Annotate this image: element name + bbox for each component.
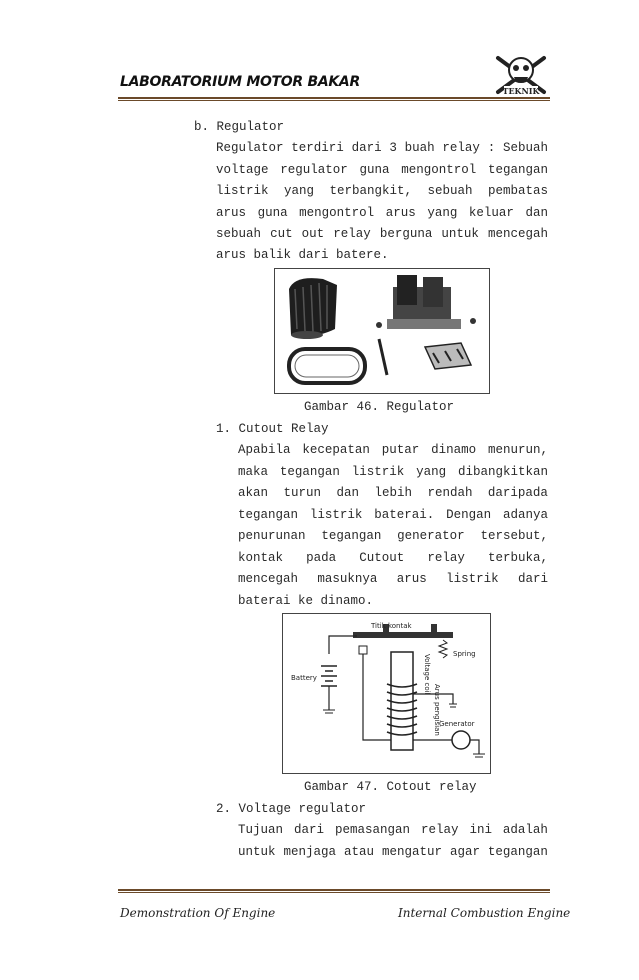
word: akan xyxy=(238,486,269,500)
svg-text:TEKNIK: TEKNIK xyxy=(502,86,540,96)
footer-rule xyxy=(118,889,550,891)
word: tegangan xyxy=(487,844,548,859)
teknik-logo xyxy=(494,52,548,98)
word: pembatas xyxy=(487,184,548,198)
paragraph-line xyxy=(216,227,548,241)
word: dinamo xyxy=(431,443,477,457)
word: mengontrol xyxy=(401,162,477,177)
word: listrik xyxy=(446,572,499,586)
word: : xyxy=(487,141,496,155)
word: arus xyxy=(216,205,247,220)
header-title: LABORATORIUM MOTOR BAKAR xyxy=(120,74,360,90)
paragraph-line xyxy=(238,508,548,522)
word: arus xyxy=(385,205,416,220)
word: mengontrol xyxy=(299,205,375,220)
word: Regulator xyxy=(216,141,284,155)
word: daripada xyxy=(487,486,548,500)
paragraph-line xyxy=(238,486,548,500)
paragraph-line xyxy=(238,572,548,586)
word: ini xyxy=(469,823,492,837)
word: turun xyxy=(283,486,321,500)
word: terdiri xyxy=(291,141,344,155)
word: dibangkitkan xyxy=(457,464,548,479)
word: listrik xyxy=(309,507,363,522)
paragraph-line xyxy=(238,443,548,457)
paragraph-line xyxy=(238,823,548,837)
word: dari xyxy=(517,572,548,586)
word: terbuka, xyxy=(487,550,548,565)
word: tegangan xyxy=(321,529,382,543)
word: relay xyxy=(420,823,459,837)
regulator-photo xyxy=(275,269,489,393)
word: mengatur xyxy=(381,844,442,859)
cutout-relay-diagram xyxy=(283,614,490,773)
word: pada xyxy=(306,550,337,565)
word: keluar xyxy=(468,205,514,220)
item-1-heading: 1. Cutout Relay xyxy=(216,422,329,436)
svg-text:Battery: Battery xyxy=(291,674,317,682)
paragraph-line xyxy=(238,845,548,859)
word: sebuah xyxy=(216,227,262,241)
word: baterai. xyxy=(374,507,435,522)
word: putar xyxy=(381,443,420,457)
section-b-heading: b. Regulator xyxy=(194,120,285,134)
word: 3 xyxy=(389,141,397,155)
word: relay xyxy=(427,550,465,565)
word: untuk xyxy=(238,844,276,859)
word: Cutout xyxy=(359,550,405,565)
word: relay xyxy=(333,227,371,241)
word: maka xyxy=(238,464,269,479)
word: pemasangan xyxy=(334,823,410,837)
word: tegangan xyxy=(279,464,340,479)
svg-text:Spring: Spring xyxy=(453,650,476,658)
word: voltage xyxy=(216,162,269,177)
word: tegangan xyxy=(487,162,548,177)
word: dan xyxy=(525,205,548,220)
footer-right-text: Internal Combustion Engine xyxy=(398,906,571,920)
paragraph-line xyxy=(238,551,548,565)
word: penurunan xyxy=(238,529,306,543)
word: Sebuah xyxy=(502,141,548,155)
word: agar xyxy=(449,844,480,859)
word: terbangkit, xyxy=(329,184,412,198)
item-2-heading: 2. Voltage regulator xyxy=(216,802,367,816)
header-rule-thin xyxy=(118,100,550,101)
section-b-last-line: arus balik dari batere. xyxy=(216,248,389,262)
word: tegangan xyxy=(238,507,299,522)
word: atau xyxy=(343,844,374,859)
word: untuk xyxy=(441,227,479,241)
svg-text:Arus pengisian: Arus pengisian xyxy=(433,684,441,736)
footer-rule-thin xyxy=(118,892,550,893)
word: cut xyxy=(270,227,293,241)
word: tersebut, xyxy=(480,529,548,543)
word: yang xyxy=(283,184,314,198)
word: generator xyxy=(397,529,465,543)
svg-text:Voltage coil: Voltage coil xyxy=(423,654,431,695)
paragraph-line xyxy=(238,465,548,479)
word: rendah xyxy=(427,486,473,500)
word: relay xyxy=(442,141,480,155)
item-1-last-line: baterai ke dinamo. xyxy=(238,594,374,608)
word: yang xyxy=(416,464,447,479)
word: masuknya xyxy=(317,572,378,586)
word: mencegah xyxy=(238,572,299,586)
paragraph-line xyxy=(238,529,548,543)
figure-47-caption: Gambar 47. Cotout relay xyxy=(304,780,477,794)
word: buah xyxy=(404,141,435,155)
figure-47-image xyxy=(282,613,491,774)
figure-46-caption: Gambar 46. Regulator xyxy=(304,400,455,414)
word: menurun, xyxy=(487,443,548,457)
word: berguna xyxy=(379,227,433,241)
paragraph-line xyxy=(216,163,548,177)
word: listrik xyxy=(216,184,269,198)
word: guna xyxy=(257,205,288,220)
word: adanya xyxy=(502,507,548,522)
word: regulator xyxy=(280,162,348,177)
word: dari xyxy=(351,141,382,155)
header-rule xyxy=(118,97,550,99)
svg-text:Generator: Generator xyxy=(439,720,475,728)
paragraph-line xyxy=(216,141,548,155)
word: kecepatan xyxy=(302,443,370,457)
word: lebih xyxy=(374,486,412,500)
word: dan xyxy=(336,486,359,500)
word: sebuah xyxy=(427,184,473,198)
word: yang xyxy=(427,205,458,220)
word: adalah xyxy=(502,823,548,837)
word: dari xyxy=(293,823,324,837)
word: guna xyxy=(359,162,390,177)
word: out xyxy=(301,227,325,241)
word: Dengan xyxy=(446,507,492,522)
paragraph-line xyxy=(216,206,548,220)
svg-text:Titik kontak: Titik kontak xyxy=(371,622,412,630)
figure-46-image xyxy=(274,268,490,394)
word: kontak xyxy=(238,550,284,565)
word: arus xyxy=(396,572,427,586)
word: Tujuan xyxy=(238,823,284,837)
paragraph-line xyxy=(216,184,548,198)
word: listrik xyxy=(351,464,405,479)
word: menjaga xyxy=(283,844,336,859)
word: Apabila xyxy=(238,443,291,457)
footer-left-text: Demonstration Of Engine xyxy=(120,906,276,920)
word: mencegah xyxy=(487,227,548,241)
